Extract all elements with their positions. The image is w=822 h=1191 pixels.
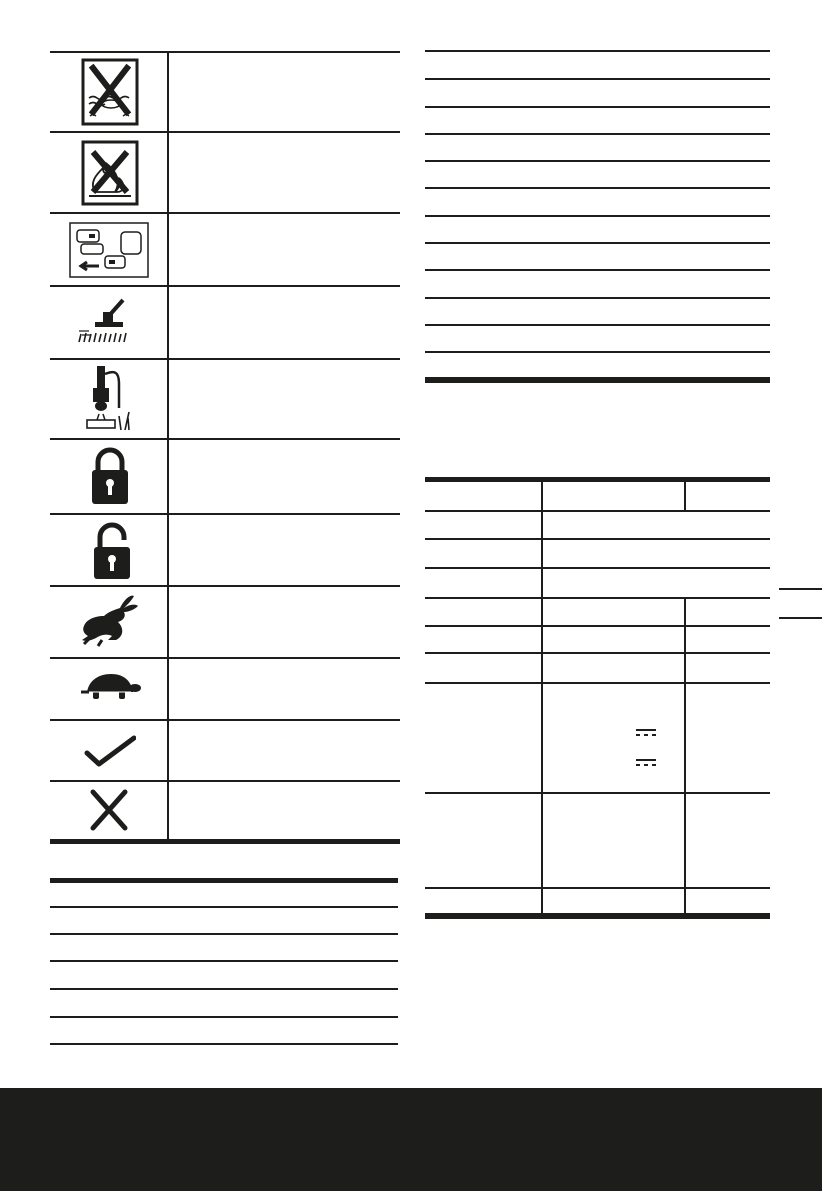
tech-table-row-rule [425,597,770,599]
cross-mark-icon [89,788,129,832]
component-list-row-rule [425,187,770,189]
tech-table-row-rule [425,887,770,889]
grass-trimming-icon [77,294,137,344]
accessory-list-row-rule [50,1016,398,1018]
symbol-table-bottom-rule [50,839,400,844]
tech-table-col-divider [541,482,543,913]
symbol-row-rule [50,358,400,360]
symbol-table-top-rule [50,51,400,53]
tech-table-col-divider [684,597,686,913]
unlocked-padlock-icon [92,521,132,581]
tech-table-row-rule [425,652,770,654]
symbol-row-rule [50,585,400,587]
tech-table-row-rule [425,625,770,627]
tech-table-row-rule [425,538,770,540]
locked-padlock-icon [90,446,130,506]
component-list-bottom-rule [425,377,770,383]
symbol-table-divider [167,51,169,840]
footer-bar [0,1088,822,1191]
component-list-row-rule [425,106,770,108]
symbol-row-rule [50,438,400,440]
symbol-row-rule [50,285,400,287]
accessory-list-row-rule [50,960,398,962]
component-list-row-rule [425,351,770,353]
symbol-row-rule [50,513,400,515]
tech-table-row-rule [425,567,770,569]
no-fire-disposal-icon [81,140,139,206]
tech-table-top-rule [425,477,770,482]
symbol-row-rule [50,657,400,659]
component-list-row-rule [425,160,770,162]
accessory-list-row-rule [50,1043,398,1045]
accessory-list-header-rule [50,878,398,883]
tech-table-row-rule [425,792,770,794]
tech-table-row-rule [425,682,770,684]
accessory-list-row-rule [50,988,398,990]
symbol-row-rule [50,780,400,782]
check-mark-icon [84,735,136,767]
component-list-row-rule [425,215,770,217]
tech-table-col-divider [684,482,686,510]
symbol-row-rule [50,719,400,721]
component-list-row-rule [425,242,770,244]
edge-trimming-icon [83,364,137,432]
component-list-row-rule [425,50,770,52]
battery-recycle-icon [69,222,149,278]
accessory-list-row-rule [50,906,398,908]
dc-voltage-icon [636,759,656,767]
accessory-list-row-rule [50,933,398,935]
component-list-row-rule [425,297,770,299]
component-list-row-rule [425,78,770,80]
language-tab-mark [779,588,822,590]
tech-table-row-rule [425,510,770,512]
symbol-row-rule [50,131,400,133]
tech-table-bottom-rule [425,913,770,919]
component-list-row-rule [425,269,770,271]
component-list-row-rule [425,324,770,326]
rabbit-fast-icon [80,594,140,648]
no-water-disposal-icon [81,58,139,126]
turtle-slow-icon [79,672,141,702]
language-tab-mark [779,617,822,619]
symbol-row-rule [50,212,400,214]
dc-voltage-icon [636,729,656,737]
component-list-row-rule [425,133,770,135]
